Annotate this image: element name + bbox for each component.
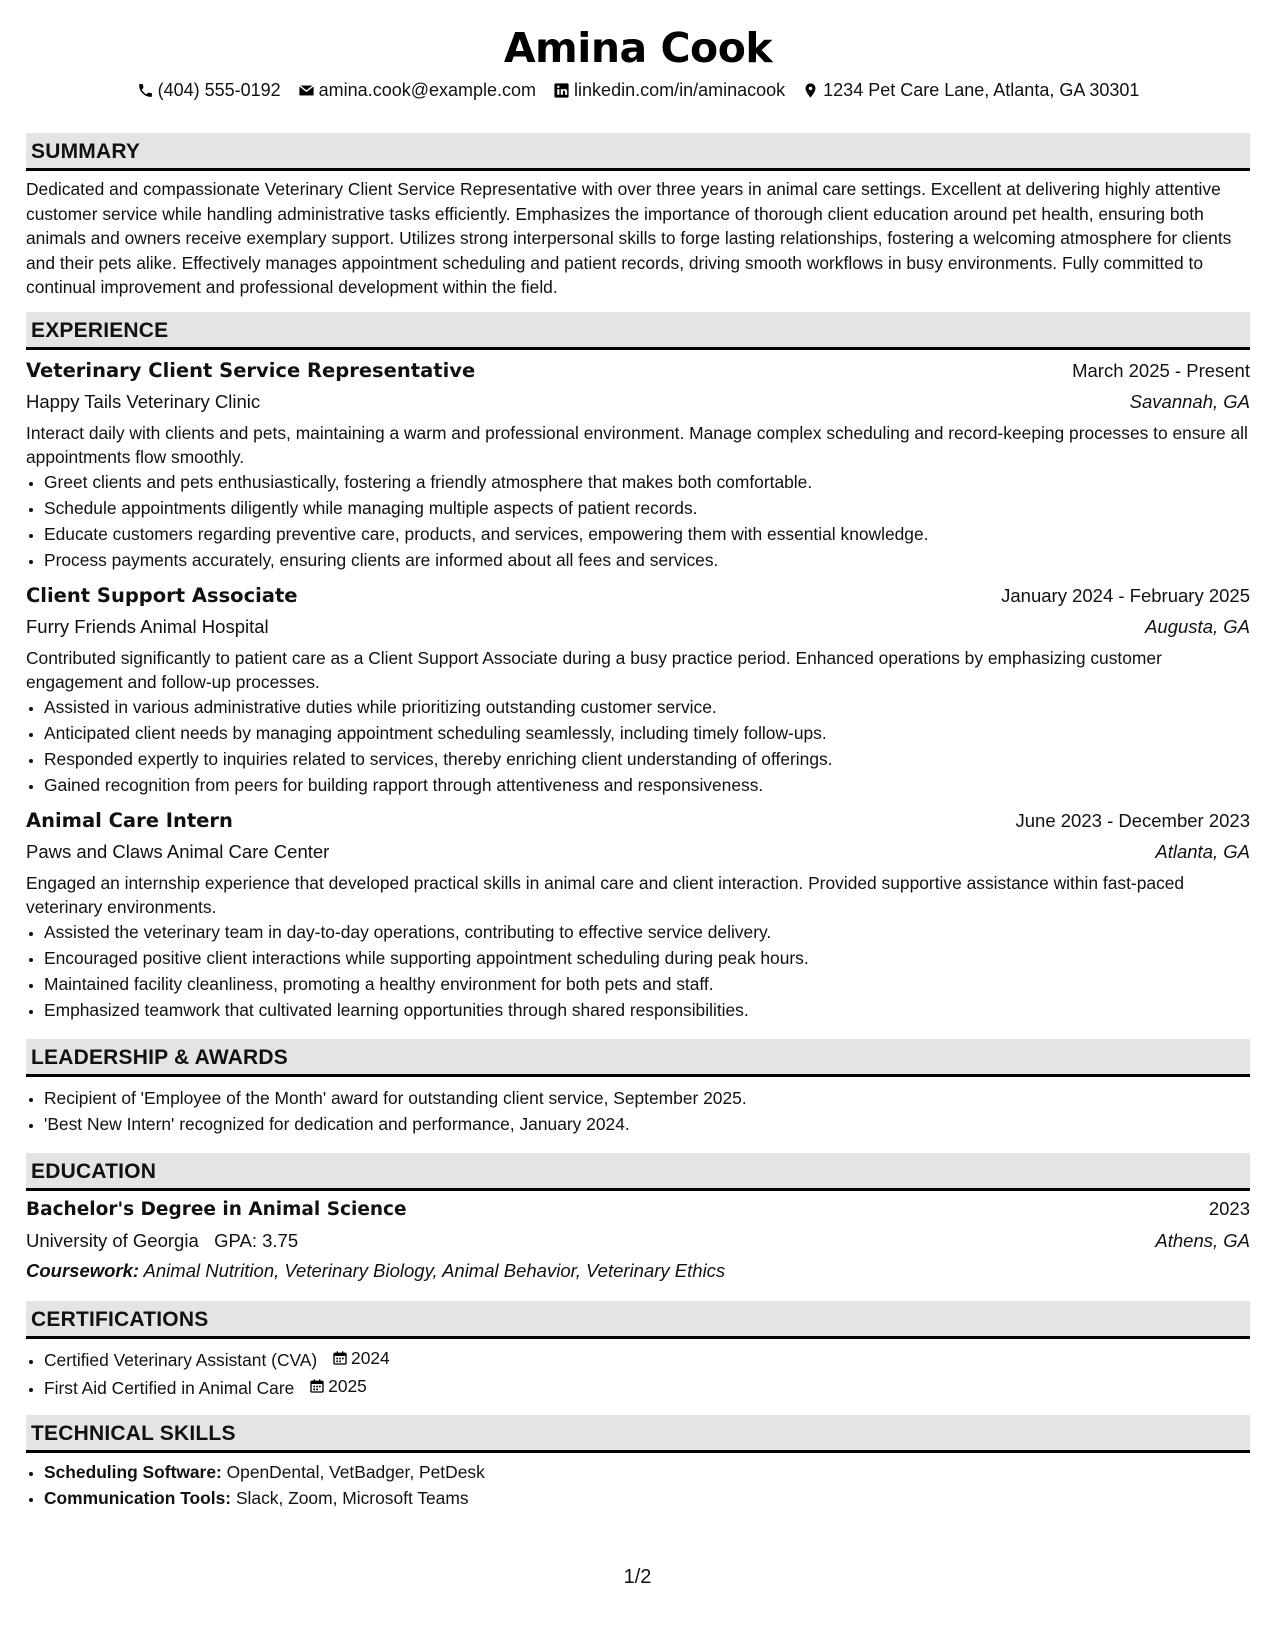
- certifications-list: [26, 1345, 1250, 1401]
- job-dates: March 2025 - Present: [1072, 359, 1250, 381]
- job-entry: [26, 356, 1250, 573]
- list-item: • Greet clients and pets enthusiastically, fostering a friendly atmosphere that makes both comfortable.: [44, 469, 1250, 495]
- job-location: Savannah, GA: [1129, 390, 1250, 412]
- envelope-icon: [298, 82, 315, 99]
- job-entry: [26, 581, 1250, 798]
- cert-date: [309, 1373, 367, 1399]
- list-item: • Assisted in various administrative duties while prioritizing outstanding customer service.: [44, 694, 1250, 720]
- contact-phone: [137, 80, 281, 101]
- coursework-list: Animal Nutrition, Veterinary Biology, Animal Behavior, Veterinary Ethics: [143, 1259, 726, 1281]
- job-company: Furry Friends Animal Hospital: [26, 615, 269, 637]
- degree-year: 2023: [1208, 1197, 1250, 1219]
- school-info: [26, 1225, 298, 1256]
- cert-year: 2024: [351, 1347, 390, 1368]
- job-bullets: [26, 469, 1250, 573]
- summary-text: Dedicated and compassionate Veterinary Client Service Representative with over three years in animal care settings. Excellent at delivering highly attentive customer service while handling administrative tasks efficiently. Emphasizes the importance of thorough client education around pet health, ensuring both animals and owners receive exemplary support. Utilizes strong interpersonal skills to forge lasting relationships, fostering a welcoming atmosphere for clients and their pets alike. Effectively manages appointment scheduling and patient records, driving smooth workflows in busy environments. Fully committed to continual improvement and professional development within the field.: [26, 179, 1232, 297]
- job-entry: [26, 806, 1250, 1023]
- job-bullets: [26, 919, 1250, 1023]
- cert-name: Certified Veterinary Assistant (CVA): [44, 1349, 318, 1370]
- job-title: Animal Care Intern: [26, 808, 233, 832]
- list-item: • Responded expertly to inquiries related to services, thereby enriching client understanding of offerings.: [44, 746, 1250, 772]
- list-item: • Maintained facility cleanliness, promoting a healthy environment for both pets and staff.: [44, 971, 1250, 997]
- job-company: Happy Tails Veterinary Clinic: [26, 390, 261, 412]
- cert-name: First Aid Certified in Animal Care: [44, 1377, 295, 1398]
- list-item: • Anticipated client needs by managing appointment scheduling seamlessly, including timely follow-ups.: [44, 720, 1250, 746]
- contact-linkedin[interactable]: [553, 80, 785, 101]
- candidate-name: Amina Cook: [503, 24, 773, 72]
- cert-year: 2025: [328, 1375, 367, 1396]
- list-item: • Recipient of 'Employee of the Month' award for outstanding client service, September 2025.: [44, 1085, 1250, 1111]
- contact-email[interactable]: [298, 80, 536, 101]
- map-pin-icon: [802, 82, 819, 99]
- phone-text: (404) 555-0192: [157, 79, 281, 100]
- job-bullets: [26, 694, 1250, 798]
- list-item: [44, 1485, 1250, 1511]
- list-item: • Schedule appointments diligently while managing multiple aspects of patient records.: [44, 495, 1250, 521]
- skill-value: Slack, Zoom, Microsoft Teams: [235, 1487, 469, 1508]
- skills-heading: TECHNICAL SKILLS: [26, 1415, 1250, 1453]
- phone-icon: [137, 82, 154, 99]
- education-entry: [26, 1195, 1250, 1286]
- job-dates: June 2023 - December 2023: [1015, 809, 1250, 831]
- job-description: Engaged an internship experience that developed practical skills in animal care and client interaction. Provided supportive assistance within fast-paced veterinary environments.: [26, 872, 1185, 917]
- list-item: • Emphasized teamwork that cultivated learning opportunities through shared responsibilities.: [44, 997, 1250, 1023]
- leadership-heading: LEADERSHIP & AWARDS: [26, 1039, 1250, 1077]
- education-heading: EDUCATION: [26, 1153, 1250, 1191]
- skill-value: OpenDental, VetBadger, PetDesk: [226, 1461, 485, 1482]
- list-item: • Encouraged positive client interactions while supporting appointment scheduling during peak hours.: [44, 945, 1250, 971]
- skill-label: Communication Tools:: [44, 1487, 232, 1508]
- list-item: [44, 1459, 1250, 1485]
- list-item: • Assisted the veterinary team in day-to-day operations, contributing to effective service delivery.: [44, 919, 1250, 945]
- summary-heading: SUMMARY: [26, 133, 1250, 171]
- job-dates: January 2024 - February 2025: [1001, 584, 1250, 606]
- job-company: Paws and Claws Animal Care Center: [26, 840, 330, 862]
- skills-list: [26, 1459, 1250, 1511]
- list-item: • 'Best New Intern' recognized for dedication and performance, January 2024.: [44, 1111, 1250, 1137]
- contact-address: [802, 80, 1139, 101]
- job-description: Interact daily with clients and pets, maintaining a warm and professional environment. Manage complex scheduling and record-keeping processes to ensure all appointments flow smoothly.: [26, 422, 1248, 467]
- school-name: University of Georgia: [26, 1229, 199, 1251]
- resume-page: [26, 0, 1250, 1511]
- leadership-list: [26, 1085, 1250, 1137]
- job-location: Atlanta, GA: [1155, 840, 1250, 862]
- list-item: • Gained recognition from peers for building rapport through attentiveness and responsiveness.: [44, 772, 1250, 798]
- job-title: Veterinary Client Service Representative: [26, 358, 476, 382]
- school-location: Athens, GA: [1155, 1229, 1250, 1251]
- certifications-heading: CERTIFICATIONS: [26, 1301, 1250, 1339]
- degree-title: Bachelor's Degree in Animal Science: [26, 1198, 407, 1220]
- coursework: [26, 1256, 1250, 1286]
- email-text[interactable]: amina.cook@example.com: [318, 79, 537, 100]
- list-item: [44, 1373, 1250, 1401]
- job-description: Contributed significantly to patient care as a Client Support Associate during a busy practice period. Enhanced operations by emphasizing customer engagement and follow-up processes.: [26, 647, 1162, 692]
- gpa: GPA: 3.75: [214, 1229, 299, 1251]
- job-title: Client Support Associate: [26, 583, 298, 607]
- calendar-icon: [309, 1378, 325, 1394]
- contact-bar: [26, 77, 1250, 103]
- coursework-label: Coursework:: [26, 1259, 140, 1281]
- calendar-icon: [332, 1350, 348, 1366]
- page-number: 1/2: [623, 1566, 652, 1588]
- address-text: 1234 Pet Care Lane, Atlanta, GA 30301: [823, 79, 1140, 100]
- experience-heading: EXPERIENCE: [26, 312, 1250, 350]
- list-item: [44, 1345, 1250, 1373]
- linkedin-text[interactable]: linkedin.com/in/aminacook: [574, 79, 786, 100]
- list-item: • Educate customers regarding preventive care, products, and services, empowering them with essential knowledge.: [44, 521, 1250, 547]
- skill-label: Scheduling Software:: [44, 1461, 222, 1482]
- list-item: • Process payments accurately, ensuring clients are informed about all fees and services.: [44, 547, 1250, 573]
- linkedin-icon: [553, 82, 570, 99]
- job-location: Augusta, GA: [1145, 615, 1250, 637]
- cert-date: [332, 1345, 390, 1371]
